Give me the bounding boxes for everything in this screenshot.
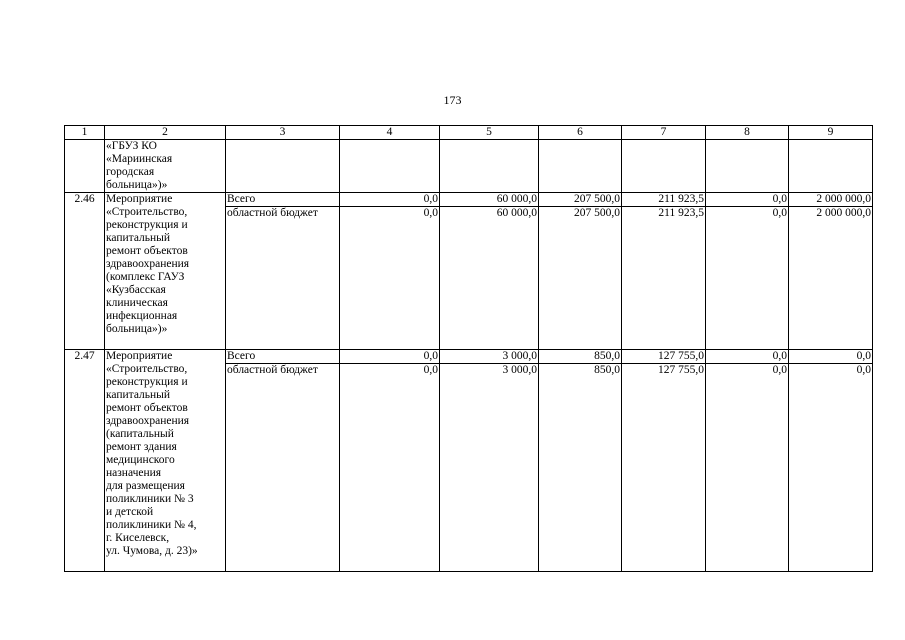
funding-source <box>226 140 340 193</box>
measure-name-line: поликлиники № 3 <box>106 493 194 505</box>
measure-name-line: (комплекс ГАУЗ <box>106 271 185 283</box>
value-cell <box>789 140 873 193</box>
value-cell: 0,0 <box>789 364 873 572</box>
measure-name <box>105 193 226 350</box>
measure-name-line: и детской <box>106 506 154 518</box>
value-cell <box>706 140 789 193</box>
budget-table <box>64 125 873 572</box>
measure-name-line: ремонт объектов <box>106 245 188 257</box>
row-index: 2.46 <box>65 193 105 350</box>
value-cell: 0,0 <box>706 193 789 207</box>
measure-name-line: городская <box>106 166 155 178</box>
value-cell: 3 000,0 <box>440 364 539 572</box>
column-header: 7 <box>622 126 706 140</box>
measure-name-line: ремонт здания <box>106 441 177 453</box>
measure-name-line: (капитальный <box>106 428 174 440</box>
funding-source: областной бюджет <box>226 207 340 350</box>
column-header: 9 <box>789 126 873 140</box>
value-cell: 2 000 000,0 <box>789 207 873 350</box>
measure-name-line: назначения <box>106 467 162 479</box>
value-cell: 0,0 <box>340 350 440 364</box>
value-cell: 211 923,5 <box>622 207 706 350</box>
measure-name-line: «Кузбасская <box>106 284 166 296</box>
column-header: 5 <box>440 126 539 140</box>
value-cell: 0,0 <box>706 350 789 364</box>
measure-name-line: капитальный <box>106 232 171 244</box>
column-header: 4 <box>340 126 440 140</box>
value-cell: 207 500,0 <box>539 207 622 350</box>
column-header: 2 <box>105 126 226 140</box>
measure-name-line: для размещения <box>106 480 185 492</box>
value-cell: 60 000,0 <box>440 193 539 207</box>
measure-name-line: Мероприятие <box>106 350 173 362</box>
measure-name-line: инфекционная <box>106 310 178 322</box>
measure-name-line: больница»)» <box>106 323 168 335</box>
value-cell: 2 000 000,0 <box>789 193 873 207</box>
value-cell <box>539 140 622 193</box>
value-cell: 0,0 <box>340 193 440 207</box>
value-cell: 3 000,0 <box>440 350 539 364</box>
measure-name-line: здравоохранения <box>106 415 190 427</box>
value-cell: 0,0 <box>340 207 440 350</box>
column-header: 3 <box>226 126 340 140</box>
value-cell: 850,0 <box>539 350 622 364</box>
measure-name-line: ул. Чумова, д. 23)» <box>106 545 198 557</box>
measure-name-line: Мероприятие <box>106 193 173 205</box>
measure-name-line: клиническая <box>106 297 168 309</box>
funding-source: областной бюджет <box>226 364 340 572</box>
measure-name-line: «Мариинская <box>106 153 173 165</box>
value-cell <box>340 140 440 193</box>
measure-name-line: больница»)» <box>106 179 168 191</box>
column-header: 8 <box>706 126 789 140</box>
measure-name-line: «ГБУЗ КО <box>106 140 157 152</box>
measure-name-line: здравоохранения <box>106 258 190 270</box>
value-cell: 60 000,0 <box>440 207 539 350</box>
value-cell: 0,0 <box>706 207 789 350</box>
value-cell: 0,0 <box>789 350 873 364</box>
measure-name-line: г. Киселевск, <box>106 532 170 544</box>
measure-name-line: ремонт объектов <box>106 402 188 414</box>
measure-name <box>105 140 226 193</box>
column-number-row <box>65 126 873 140</box>
funding-source: Всего <box>226 350 340 364</box>
value-cell: 211 923,5 <box>622 193 706 207</box>
page-number: 173 <box>443 93 462 107</box>
value-cell: 0,0 <box>340 364 440 572</box>
table-row <box>65 140 873 193</box>
row-index: 2.47 <box>65 350 105 572</box>
value-cell: 127 755,0 <box>622 350 706 364</box>
value-cell <box>622 140 706 193</box>
measure-name <box>105 350 226 572</box>
column-header: 6 <box>539 126 622 140</box>
measure-name-line: капитальный <box>106 389 171 401</box>
measure-name-line: «Строительство, <box>106 206 188 218</box>
column-header: 1 <box>65 126 105 140</box>
measure-name-line: «Строительство, <box>106 363 188 375</box>
measure-name-line: медицинского <box>106 454 175 466</box>
row-index <box>65 140 105 193</box>
value-cell: 207 500,0 <box>539 193 622 207</box>
value-cell: 0,0 <box>706 364 789 572</box>
measure-name-line: поликлиники № 4, <box>106 519 197 531</box>
value-cell <box>440 140 539 193</box>
funding-source: Всего <box>226 193 340 207</box>
measure-name-line: реконструкция и <box>106 376 188 388</box>
table-row <box>65 350 873 364</box>
value-cell: 127 755,0 <box>622 364 706 572</box>
value-cell: 850,0 <box>539 364 622 572</box>
table-row <box>65 193 873 207</box>
measure-name-line: реконструкция и <box>106 219 188 231</box>
